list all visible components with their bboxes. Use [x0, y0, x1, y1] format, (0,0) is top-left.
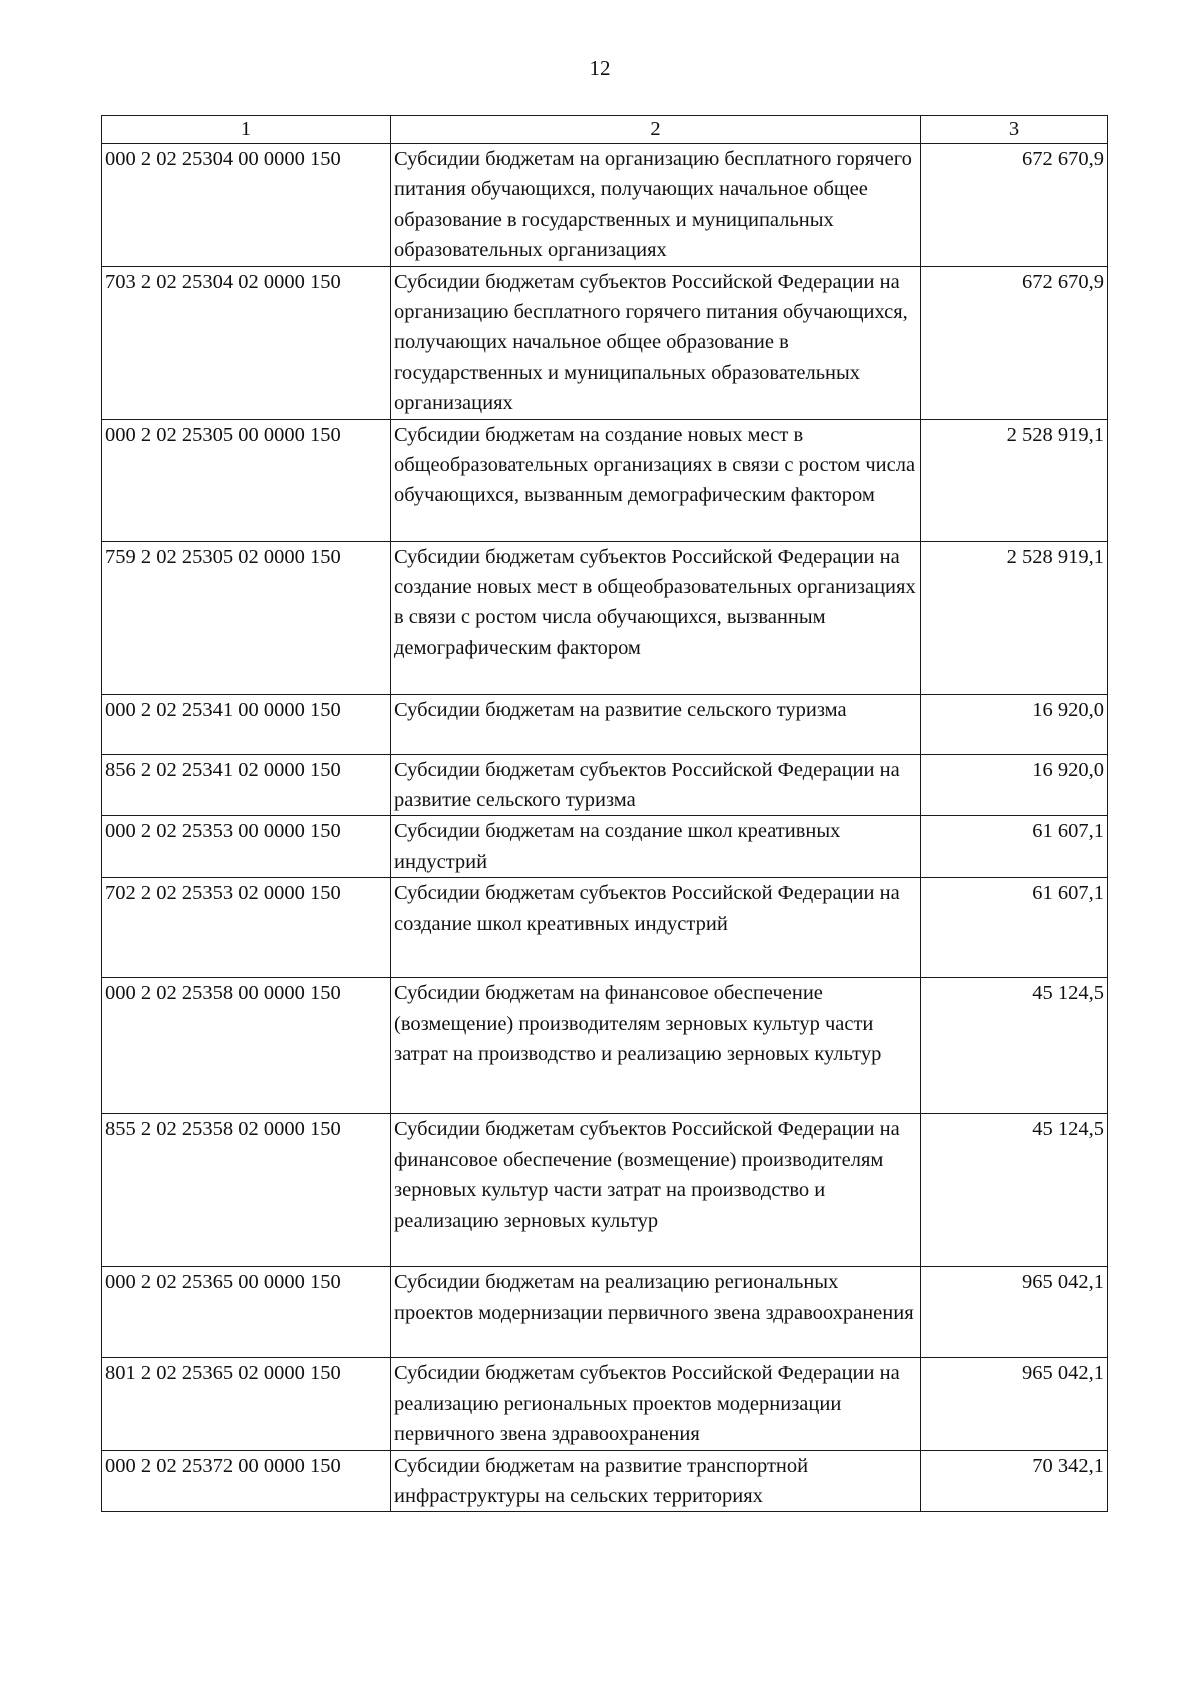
row-code: 703 2 02 25304 02 0000 150: [102, 266, 391, 419]
row-code: 000 2 02 25358 00 0000 150: [102, 978, 391, 1114]
table-row: [102, 754, 1108, 816]
row-code: 000 2 02 25353 00 0000 150: [102, 816, 391, 878]
column-header-code: 1: [102, 116, 391, 144]
row-name: Субсидии бюджетам субъектов Российской Федерации на организацию бесплатного горячего питания обучающихся, получающих начальное общее образование в государственных и муниципальных образовательных организациях: [391, 266, 921, 419]
row-amount: 672 670,9: [921, 266, 1108, 419]
row-code: 000 2 02 25372 00 0000 150: [102, 1450, 391, 1512]
table-row: [102, 694, 1108, 754]
row-amount: 965 042,1: [921, 1358, 1108, 1450]
row-amount: 2 528 919,1: [921, 541, 1108, 694]
table-row: [102, 1114, 1108, 1267]
row-amount: 16 920,0: [921, 694, 1108, 754]
table-row: [102, 1267, 1108, 1358]
row-amount: 61 607,1: [921, 878, 1108, 978]
row-amount: 45 124,5: [921, 1114, 1108, 1267]
row-code: 000 2 02 25305 00 0000 150: [102, 419, 391, 541]
row-amount: 61 607,1: [921, 816, 1108, 878]
row-code: 000 2 02 25365 00 0000 150: [102, 1267, 391, 1358]
table-row: [102, 816, 1108, 878]
table-row: [102, 541, 1108, 694]
row-code: 759 2 02 25305 02 0000 150: [102, 541, 391, 694]
page-number: 12: [589, 56, 611, 80]
table-row: [102, 266, 1108, 419]
column-header-name: 2: [391, 116, 921, 144]
row-name: Субсидии бюджетам на организацию бесплатного горячего питания обучающихся, получающих начальное общее образование в государственных и муниципальных образовательных организациях: [391, 144, 921, 267]
row-amount: 672 670,9: [921, 144, 1108, 267]
row-code: 856 2 02 25341 02 0000 150: [102, 754, 391, 816]
row-name: Субсидии бюджетам субъектов Российской Федерации на создание новых мест в общеобразовательных организациях в связи с ростом числа обучающихся, вызванным демографическим фактором: [391, 541, 921, 694]
row-name: Субсидии бюджетам на развитие транспортной инфраструктуры на сельских территориях: [391, 1450, 921, 1512]
row-name: Субсидии бюджетам на реализацию региональных проектов модернизации первичного звена здравоохранения: [391, 1267, 921, 1358]
budget-table: [101, 115, 1108, 1512]
table-row: [102, 419, 1108, 541]
table-header-row: [102, 116, 1108, 144]
row-name: Субсидии бюджетам на финансовое обеспечение (возмещение) производителям зерновых культур части затрат на производство и реализацию зерновых культур: [391, 978, 921, 1114]
row-code: 000 2 02 25341 00 0000 150: [102, 694, 391, 754]
row-code: 801 2 02 25365 02 0000 150: [102, 1358, 391, 1450]
row-name: Субсидии бюджетам субъектов Российской Федерации на создание школ креативных индустрий: [391, 878, 921, 978]
table-row: [102, 978, 1108, 1114]
row-code: 702 2 02 25353 02 0000 150: [102, 878, 391, 978]
row-amount: 16 920,0: [921, 754, 1108, 816]
row-amount: 2 528 919,1: [921, 419, 1108, 541]
table-row: [102, 1358, 1108, 1450]
row-name: Субсидии бюджетам субъектов Российской Федерации на реализацию региональных проектов модернизации первичного звена здравоохранения: [391, 1358, 921, 1450]
row-code: 855 2 02 25358 02 0000 150: [102, 1114, 391, 1267]
table-row: [102, 144, 1108, 267]
row-amount: 70 342,1: [921, 1450, 1108, 1512]
row-amount: 965 042,1: [921, 1267, 1108, 1358]
row-code: 000 2 02 25304 00 0000 150: [102, 144, 391, 267]
row-amount: 45 124,5: [921, 978, 1108, 1114]
row-name: Субсидии бюджетам субъектов Российской Федерации на развитие сельского туризма: [391, 754, 921, 816]
table-row: [102, 878, 1108, 978]
table-row: [102, 1450, 1108, 1512]
row-name: Субсидии бюджетам на создание школ креативных индустрий: [391, 816, 921, 878]
row-name: Субсидии бюджетам на развитие сельского туризма: [391, 694, 921, 754]
row-name: Субсидии бюджетам на создание новых мест в общеобразовательных организациях в связи с ростом числа обучающихся, вызванным демографическим фактором: [391, 419, 921, 541]
column-header-amount: 3: [921, 116, 1108, 144]
row-name: Субсидии бюджетам субъектов Российской Федерации на финансовое обеспечение (возмещение) производителям зерновых культур части затрат на производство и реализацию зерновых культур: [391, 1114, 921, 1267]
